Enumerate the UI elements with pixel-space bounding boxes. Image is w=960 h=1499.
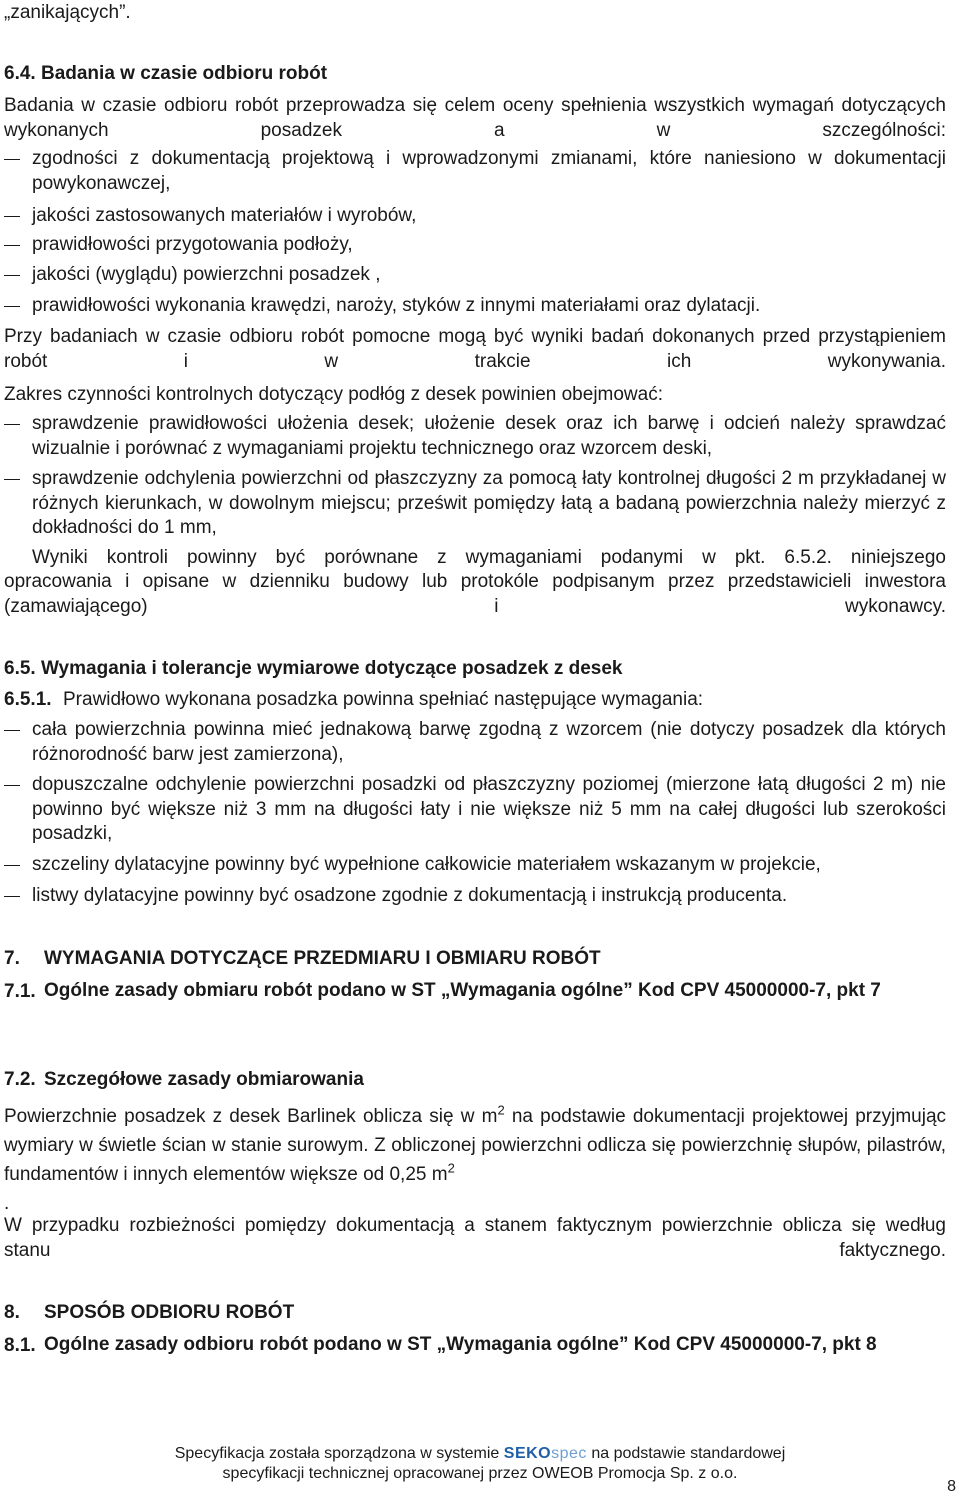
superscript-2: 2 (447, 1160, 455, 1176)
sekospec-logo: SEKOspec (503, 1445, 587, 1462)
section-8-heading: SPOSÓB ODBIORU ROBÓT (44, 1302, 295, 1323)
list-dash (4, 896, 20, 897)
section-6-4-intro: Badania w czasie odbioru robót przeprowadza się celem oceny spełnienia wszystkich wymagań dotyczących wykonanych posadzek a w szczególności: (4, 95, 946, 141)
list-dash (4, 730, 20, 731)
section-8-1-text: Ogólne zasady odbioru robót podano w ST „Wymagania ogólne” Kod CPV 45000000-7, pkt 8 (44, 1334, 877, 1355)
list-dash (4, 785, 20, 786)
section-6-4-results-first-line: Wyniki kontroli powinny być porównane z wymaganiami podanymi w pkt. 6.5.2. niniejszego (32, 547, 946, 568)
superscript-2: 2 (497, 1102, 505, 1118)
page-number: 8 (947, 1478, 956, 1495)
footer-line-1: Specyfikacja została sporządzona w systemie SEKOspec na podstawie standardowej (174, 1445, 786, 1462)
section-6-4-results-rest: opracowania i opisane w dzienniku budowy lub protokóle podpisanym przez przedstawicieli inwestora (zamawiającego) i wykonawcy. (4, 571, 946, 617)
section-6-5-heading: 6.5. Wymagania i tolerancje wymiarowe dotyczące posadzek z desek (4, 658, 623, 679)
section-7-2-paragraph-2: W przypadku rozbieżności pomiędzy dokumentacją a stanem faktycznym powierzchnie oblicza się według stanu faktycznego. (4, 1215, 946, 1261)
footer-line-2: specyfikacji technicznej opracowanej przez OWEOB Promocja Sp. z o.o. (222, 1465, 738, 1482)
list-dash (4, 245, 20, 246)
section-8-1-number: 8.1. (4, 1335, 36, 1356)
list-dash (4, 865, 20, 866)
section-7-1-text: Ogólne zasady obmiaru robót podano w ST „Wymagania ogólne” Kod CPV 45000000-7, pkt 7 (44, 980, 881, 1001)
section-7-2-number: 7.2. (4, 1069, 36, 1090)
section-8-number: 8. (4, 1302, 20, 1323)
list-dash (4, 479, 20, 480)
section-6-4-paragraph: Przy badaniach w czasie odbioru robót pomocne mogą być wyniki badań dokonanych przed przystąpieniem robót i w trakcie ich wykonywania. (4, 326, 946, 372)
list-dash (4, 424, 20, 425)
previous-section-fragment: „zanikających”. (4, 2, 131, 23)
section-7-2-heading: Szczegółowe zasady obmiarowania (44, 1069, 364, 1090)
list-dash (4, 306, 20, 307)
document-page: „zanikających”. 6.4. Badania w czasie odbioru robót Badania w czasie odbioru robót przeprowadza się celem oceny spełnienia wszystkich wymagań dotyczących wykonanych posadzek a w szczególności: zgodności z dokumentacją projektową i wprowadzonymi zmianami, które naniesiono w dokumentacji powykonawczej, jakości zastosowanych materiałów i wyrobów, prawidłowości przygotowania podłoży, jakości (wyglądu) powierzchni posadzek , prawidłowości wykonania krawędzi, naroży, styków z innymi materiałami oraz dylatacji. Przy badaniach w czasie odbioru robót pomocne mogą być wyniki badań dokonanych przed przystąpieniem robót i w trakcie ich wykonywania. Zakres czynności kontrolnych dotyczący podłóg z desek powinien obejmować: sprawdzenie prawidłowości ułożenia desek; ułożenie desek oraz ich barwę i odcień należy sprawdzać wizualnie i porównać z wymaganiami projektu technicznego oraz wzorcem deski, sprawdzenie odchylenia powierzchni od płaszczyzny za pomocą łaty kontrolnej długości 2 m przykładanej w różnych kierunkach, w dowolnym miejscu; prześwit pomiędzy łatą a badaną powierzchnia należy mierzyć z dokładności do 1 mm, Wyniki kontroli powinny być porównane z wymaganiami podanymi w pkt. 6.5.2. niniejszego opracowania i opisane w dzienniku budowy lub protokóle podpisanym przez przedstawicieli inwestora (zamawiającego) i wykonawcy. 6.5. Wymagania i tolerancje wymiarowe dotyczące posadzek z desek 6.5.1. Prawidłowo wykonana posadzka powinna spełniać następujące wymagania: cała powierzchnia powinna mieć jednakową barwę zgodną z wzorcem (nie dotyczy posadzek dla których różnorodność barw jest zamierzona), dopuszczalne odchylenie powierzchni posadzki od płaszczyzny poziomej (mierzone łatą długości 2 m) nie powinno być większe niż 3 mm na długości łaty i nie większe niż 5 mm na całej długości lub szerokości posadzki, szczeliny dylatacyjne powinny być wypełnione całkowicie materiałem wskazanym w projekcie, listwy dylatacyjne powinny być osadzone zgodnie z dokumentacją i instrukcją producenta. 7. WYMAGANIA DOTYCZĄCE PRZEDMIARU I OBMIARU ROBÓT 7.1. Ogólne zasady obmiaru robót podano w ST „Wymagania ogólne” Kod CPV 45000000-7, pkt 7 7.2. Szczegółowe zasady obmiarowania Powierzchnie posadzek z desek Barlinek oblicza się w $m^2$ na podstawie dokumentacji projektowej przyjmując wymiary w świetle ścian w stanie surowym. Z obliczonej powierzchni odlicza się powierzchnię słupów, pilastrów, fundamentów i innych elementów większe od 0,25 $m^2$ . W przypadku rozbieżności pomiędzy dokumentacją a stanem faktycznym powierzchnie oblicza się według stanu faktycznego. 8. SPOSÓB ODBIORU ROBÓT 8.1. Ogólne zasady odbioru robót podano w ST „Wymagania ogólne” Kod CPV 45000000-7, pkt 8 Specyfikacja została sporządzona w systemie SEKOspec na podstawie standardowej specyfikacji technicznej opracowanej przez OWEOB Promocja Sp. z o.o. 8 (0, 0, 960, 1499)
section-6-5-1-number: 6.5.1. (4, 689, 52, 710)
section-6-4-scope: Zakres czynności kontrolnych dotyczący podłóg z desek powinien obejmować: (4, 384, 663, 405)
section-7-2-paragraph: Powierzchnie posadzek z desek Barlinek oblicza się w $m^2$ na podstawie dokumentacji projektowej przyjmując wymiary w świetle ścian w stanie surowym. Z obliczonej powierzchni odlicza się powierzchnię słupów, pilastrów, fundamentów i innych elementów większe od 0,25 $m^2$ . (4, 1102, 947, 1214)
section-7-1-number: 7.1. (4, 981, 36, 1002)
list-dash (4, 159, 20, 160)
list-dash (4, 275, 20, 276)
section-6-4-heading: 6.4. Badania w czasie odbioru robót (4, 63, 328, 84)
section-7-number: 7. (4, 948, 20, 969)
list-dash (4, 216, 20, 217)
section-7-heading: WYMAGANIA DOTYCZĄCE PRZEDMIARU I OBMIARU ROBÓT (44, 948, 601, 969)
section-6-5-1-text: Prawidłowo wykonana posadzka powinna spełniać następujące wymagania: (63, 689, 704, 710)
